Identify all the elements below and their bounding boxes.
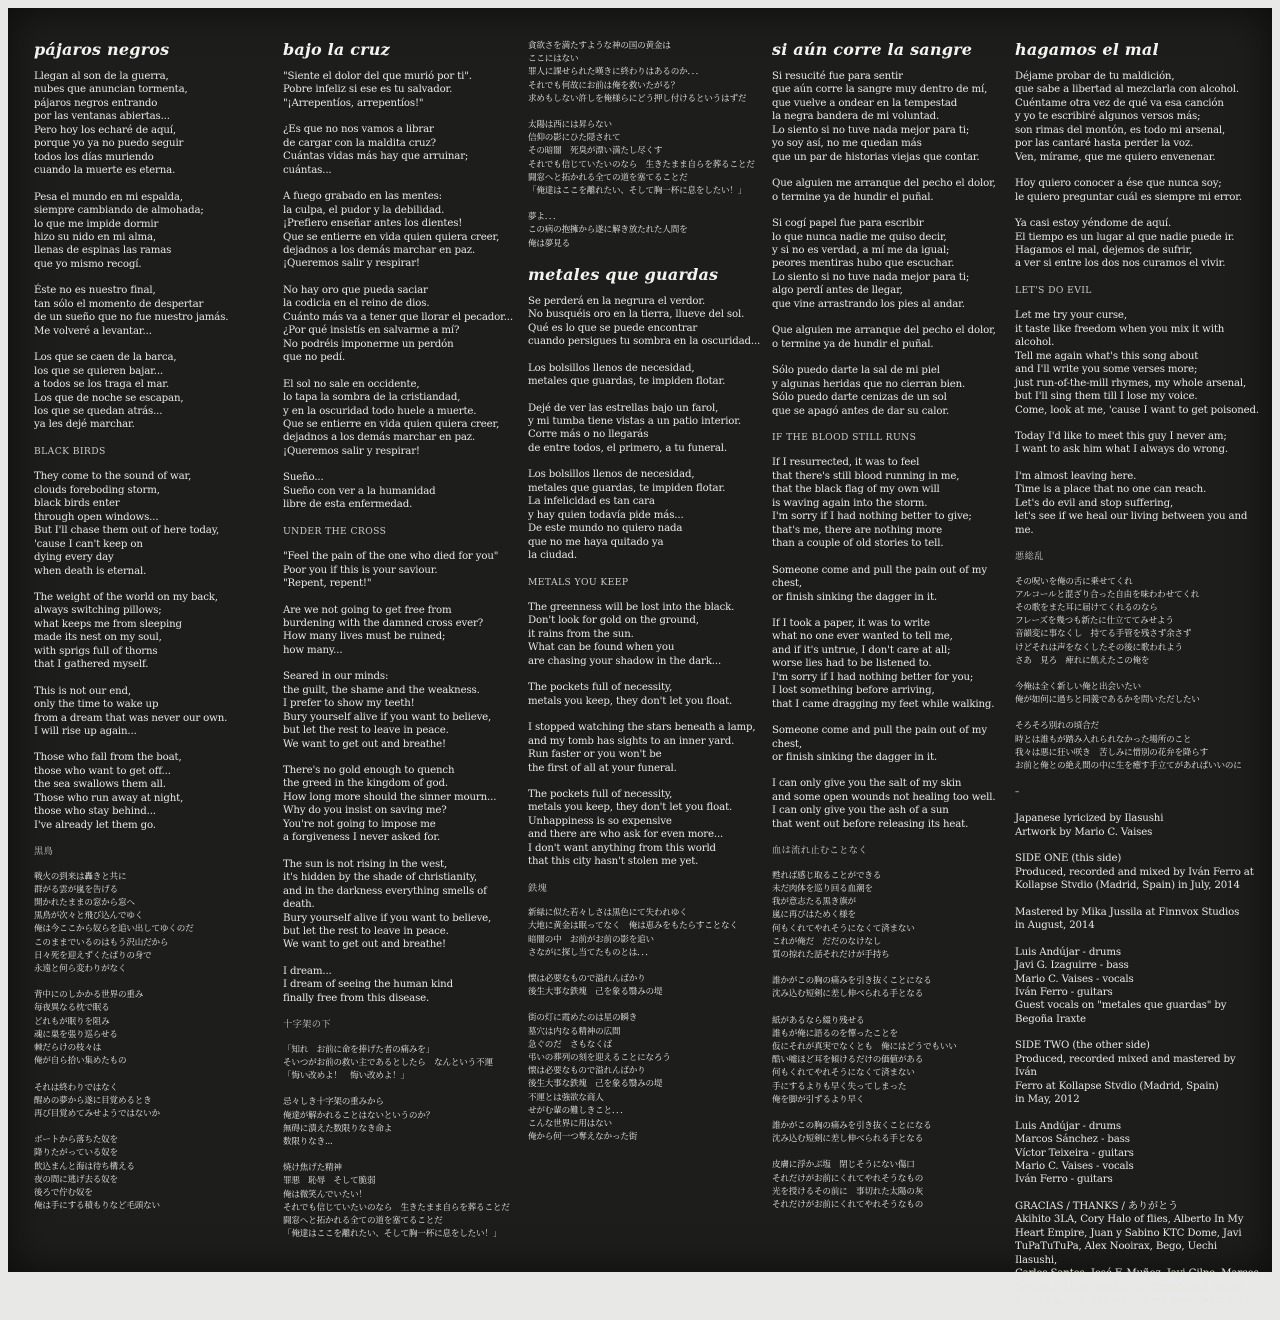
song-title: bajo la cruz — [283, 40, 390, 59]
lyrics-column-3 — [528, 40, 766, 1157]
credits-block: Mastered by Mika Jussila at Finnvox Studios in August, 2014 — [1015, 906, 1240, 932]
japanese-stanza: 忌々しき十字架の重みから 俺達が解かれることはないというのか？ 無碍に潰えた数限りなき命よ 数限りなき... — [283, 1097, 435, 1147]
japanese-stanza: 新緑に似た若々しさは黒色にて失われゆく 大地に黄金は眠ってなく 俺は恵みをもたらすことなく 暗闇の中 お前がお前の影を追い さながに探し当てたものとは．．． — [528, 908, 738, 958]
lyric-stanza: Hoy quiero conocer a ése que nunca soy; le quiero preguntar cuál es siempre mi error. — [1015, 178, 1242, 203]
japanese-stanza: それは終わりではなく 醒めの夢から遂に目覚めるとき 再び目覚めてみせようではないか — [34, 1082, 160, 1119]
lyrics-column-1 — [34, 40, 272, 1226]
lyric-stanza: Llegan al son de la guerra, nubes que anuncian tormenta, pájaros negros entrando por las ventanas abiertas... Pero hoy los echaré de aquí, porque yo ya no puedo seguir todos los días muriendo cuando la muerte es eterna. — [34, 71, 188, 177]
song-title: metales que guardas — [528, 264, 719, 284]
lyric-stanza: Dejé de ver las estrellas bajo un farol, y mi tumba tiene vistas a un patio interior. Corre más o no llegarás de entre todos, el primero, a tu funeral. — [528, 402, 741, 454]
lyric-stanza: Pesa el mundo en mi espalda, siempre cambiando de almohada; lo que me impide dormir hizo su nido en mi alma, llenas de espinas las ramas que yo mismo recogí. — [34, 191, 204, 270]
lyrics-column-2 — [283, 40, 521, 1254]
japanese-stanza: 夢よ．．． この病の抱擁から遂に解き放たれた人間を 俺は夢見る — [528, 212, 688, 249]
lyric-stanza: Today I'd like to meet this guy I never am; I want to ask him what I always do wrong. — [1015, 430, 1228, 456]
lyric-stanza: Déjame probar de tu maldición, que sabe a libertad al mezclarla con alcohol. Cuéntame otra vez de qué va esa canción y yo te escribiré algunos versos más; son rimas del montón, es todo mi arsenal, por las cantaré hasta perder la voz. Ven, mírame, que me quiero envenenar. — [1015, 71, 1239, 163]
lyric-stanza: Los bolsillos llenos de necesidad, metales que guardas, te impiden flotar. — [528, 362, 726, 388]
japanese-stanza: – — [1015, 787, 1020, 798]
lyric-stanza: I dream... I dream of seeing the human kind finally free from this disease. — [283, 965, 453, 1004]
lyric-stanza: I'm almost leaving here. Time is a place that no one can reach. Let's do evil and stop suffering, let's see if we heal our living between you and me. — [1015, 470, 1248, 536]
lyric-stanza: If I took a paper, it was to write what no one ever wanted to tell me, and if it's untrue, I don't care at all; worse lies had to be listened to. I'm sorry if I had nothing better for you; I lost something before arriving, that I came dragging my feet while walking. — [772, 617, 995, 710]
lyric-stanza: Ya casi estoy yéndome de aquí. El tiempo es un lugar al que nadie puede ir. Hagamos el mal, dejemos de sufrir, a ver si entre los dos nos curamos el vivir. — [1015, 218, 1235, 270]
lyric-stanza: Seared in our minds: the guilt, the shame and the weakness. I prefer to show my teeth! Bury yourself alive if you want to believe, but let the rest to leave in peace. We want to get out and breathe! — [283, 671, 492, 750]
lyric-stanza: Those who fall from the boat, those who want to get off... the sea swallows them all. Those who run away at night, those who stay behind... I've already let them go. — [34, 752, 184, 831]
song-title: hagamos el mal — [1015, 40, 1159, 59]
credits-block: Luis Andújar - drums Marcos Sánchez - bass Víctor Teixeira - guitars Mario C. Vaises - vocals Iván Ferro - guitars — [1015, 1120, 1134, 1186]
japanese-stanza: 貪欲さを満たすような神の国の黄金は ここにはない 罪人に課せられた嘆きに終わりはあるのか．．． それでも何故にお前は俺を救いたがる？ 求めもしない許しを俺様らにどう押し付けるというはずだ — [528, 41, 747, 104]
translation-heading: 十字架の下 — [283, 1019, 331, 1031]
translation-heading: UNDER THE CROSS — [283, 525, 387, 537]
japanese-stanza: 甦れば感じ取ることができる 未だ肉体を巡り回る血潮を 我が意志たる黒き旗が 嵐に再びはためく様を 何もくれてやれそうになくて済まない これが俺だ だだのなけなし 質の掠れた話それだけが手持ち — [772, 870, 915, 960]
song-title: pájaros negros — [34, 40, 170, 59]
lyric-stanza: The pockets full of necessity, metals you keep, they don't let you float. Unhappiness is so expensive and there are who ask for even more... I don't want anything from this world that this city hasn't stolen me yet. — [528, 788, 733, 868]
lyric-stanza: The sun is not rising in the west, it's hidden by the shade of christianity, and in the darkness everything smells of death. Bury yourself alive if you want to believe, but let the rest to leave in peace. We want to get out and breathe! — [283, 858, 492, 951]
record-insert-sheet — [8, 8, 1272, 1307]
japanese-stanza: 皮膚に浮かぶ塩 閉じそうにない傷口 それだけがお前にくれてやれそうなもの 光を授けるその前に 事切れた太陽の灰 それだけがお前にくれてやれそうなもの — [772, 1160, 924, 1211]
japanese-stanza: 懐は必要なもので溢れんばかり 後生大事な鉄塊 己を象る翳みの堤 — [528, 973, 663, 998]
japanese-stanza: 戦火の到来は轟きと共に 群がる雲が嵐を告げる 開かれたままの窓から窓へ 黒鳥が次々と飛び込んでゆく 俺は今ここから奴らを追い出してゆくのだ このままでいるのはもう沢山だから 日々死を迎えずくたばりの身で 永遠と何ら変わりがなく — [34, 871, 194, 975]
lyric-stanza: I stopped watching the stars beneath a lamp, and my tomb has sights to an inner yard. Run faster or you won't be the first of all at your funeral. — [528, 722, 756, 774]
translation-heading: BLACK BIRDS — [34, 445, 106, 457]
japanese-stanza: ボートから落ちた奴を 降りたがっている奴を 飲込まんと海は待ち構える 夜の間に逃げ去る奴を 後ろで佇む奴を 俺は手にする積もりなど毛頭ない — [34, 1135, 160, 1212]
lyric-stanza: Éste no es nuestro final, tan sólo el momento de despertar de un sueño que no fue nuestro jamás. Me volveré a levantar... — [34, 285, 229, 337]
japanese-stanza: 誰かがこの胸の痛みを引き抜くことになる 沈み込む短剣に差し伸べられる手となる — [772, 976, 932, 1000]
lyric-stanza: ¿Es que no nos vamos a librar de cargar con la maldita cruz? Cuántas vidas más hay que arruinar; cuántas... — [283, 124, 469, 176]
credits-block: SIDE TWO (the other side) Produced, recorded mixed and mastered by Iván Ferro at Kollapse Stvdio (Madrid, Spain) in May, 2012 — [1015, 1040, 1236, 1106]
lyric-stanza: I can only give you the salt of my skin and some open wounds not healing too well. I can only give you the ash of a sun that went out before releasing its heat. — [772, 778, 996, 830]
japanese-stanza: 焼け焦げた精神 罪悪 恥辱 そして脆弱 俺は微笑んでいたい！ それでも信じていたいのなら 生きたまま自らを葬ることだ 闘窓へと拓かれる全ての道を塞てることだ 「俺達はここを離れたい、そして胸一杯に息をしたい！」 — [283, 1163, 510, 1240]
translation-heading: IF THE BLOOD STILL RUNS — [772, 431, 917, 443]
credits-block: Luis Andújar - drums Javi G. Izaguirre - bass Mario C. Vaises - vocals Iván Ferro - guitars Guest vocals on "metales que guardas" by Begoña Iraxte — [1015, 946, 1227, 1025]
lyric-stanza: The pockets full of necessity, metals you keep, they don't let you float. — [528, 682, 733, 707]
japanese-stanza: 太陽は西には昇らない 信仰の影にひた隠されて その暗闇 死臭が漂い満たし尽くす それでも信じていたいのなら 生きたまま自らを葬ることだ 闘窓へと拓かれる全ての道を塞てることだ 「俺達はここを離れたい、そして胸一杯に息をしたい！」 — [528, 120, 755, 197]
lyric-stanza: "Siente el dolor del que murió por ti". Pobre infeliz si ese es tu salvador. "¡Arrepentíos, arrepentíos!" — [283, 71, 472, 109]
japanese-stanza: 「知れ お前に命を捧げた者の痛みを」 そいつがお前の救い主であるとしたら なんという不運 「悔い改めよ！ 悔い改めよ！」 — [283, 1044, 493, 1082]
lyric-stanza: There's no gold enough to quench the greed in the kingdom of god. How long more should the sinner mourn... Why do you insist on saving me? You're not going to impose me a forgiveness I never asked for. — [283, 765, 497, 844]
lyric-stanza: Se perderá en la negrura el verdor. No busquéis oro en la tierra, llueve del sol. Qué es lo que se puede encontrar cuando persigues tu sombra en la oscuridad... — [528, 295, 761, 348]
lyrics-column-5 — [1015, 40, 1260, 1320]
translation-heading: LET'S DO EVIL — [1015, 284, 1092, 296]
lyric-stanza: If I resurrected, it was to feel that there's still blood running in me, that the black flag of my own will is waving again into the storm. I'm sorry if I had nothing better to give; that's me, there are nothing more than a couple of old stories to tell. — [772, 457, 972, 550]
song-title: si aún corre la sangre — [772, 40, 973, 59]
translation-heading: 血は流れ止むことなく — [772, 845, 868, 857]
japanese-stanza: 今俺は全く新しい俺と出会いたい 俺が如何に過ちと同義であるかを問いただしたい — [1015, 682, 1200, 706]
japanese-stanza: 街の灯に霞めたのは星の瞬き 墓穴は内なる精神の広間 急ぐのだ さもなくば 弔いの葬列の刻を迎えることになろう 懐は必要なもので溢れんばかり 後生大事な鉄塊 己を象る翳みの堤 不運とは強欲な商人 せがむ輩の難しきこと．．． こんな世界に用はない 俺から何一つ奪えなかった街 — [528, 1013, 671, 1143]
lyric-stanza: "Feel the pain of the one who died for you" Poor you if this is your saviour. "Repent, repent!" — [283, 551, 499, 590]
lyric-stanza: Let me try your curse, it taste like freedom when you mix it with alcohol. Tell me again what's this song about and I'll write you some verses more; just run-of-the-mill rhymes, my whole arsenal, but I'll sing them till I lose my voice. Come, look at me, 'cause I want to get poisoned. — [1015, 310, 1259, 416]
lyric-stanza: Si resucité fue para sentir que aún corre la sangre muy dentro de mí, que vuelve a ondear en la tempestad la negra bandera de mi voluntad. Lo siento si no tuve nada mejor para ti; yo soy así, no me quedan más que un par de historias viejas que contar. — [772, 71, 988, 163]
lyric-stanza: Sólo puedo darte la sal de mi piel y algunas heridas que no cierran bien. Sólo puedo darte cenizas de un sol que se apagó antes de dar su calor. — [772, 365, 966, 417]
japanese-stanza: 誰かがこの胸の痛みを引き抜くことになる 沈み込む短剣に差し伸べられる手となる — [772, 1121, 932, 1145]
lyric-stanza: Los que se caen de la barca, los que se quieren bajar... a todos se los traga el mar. Los que de noche se escapan, los que se quedan atrás... ya les dejé marchar. — [34, 352, 184, 431]
lyric-stanza: Someone come and pull the pain out of my chest, or finish sinking the dagger in it. — [772, 725, 987, 764]
credits-block: Japanese lyricized by Ilasushi Artwork by Mario C. Vaises — [1015, 813, 1164, 838]
translation-heading: 黒鳥 — [34, 846, 54, 858]
credits-block: SIDE ONE (this side) Produced, recorded and mixed by Iván Ferro at Kollapse Stvdio (Madrid, Spain) in July, 2014 — [1015, 853, 1254, 892]
japanese-stanza: そろそろ別れの頃合だ 時とは誰もが踏み入れられなかった場所のこと 我々は悪に狂い咲き 苦しみに惜別の花弁を降らす お前と俺との絶え間の中に生を癒す手立てがあれぱいいのに — [1015, 721, 1242, 772]
lyric-stanza: They come to the sound of war, clouds foreboding storm, black birds enter through open windows... But I'll chase them out of here today, 'cause I can't keep on dying every day when death is eternal. — [34, 471, 220, 577]
lyric-stanza: Los bolsillos llenos de necesidad, metales que guardas, te impiden flotar. La infelicidad es tan cara y hay quien todavía pide más... De este mundo no quiero nada que no me haya quitado ya la ciudad. — [528, 469, 726, 562]
lyric-stanza: The weight of the world on my back, always switching pillows; what keeps me from sleeping made its nest on my soul, with sprigs full of thorns that I gathered myself. — [34, 591, 218, 671]
japanese-stanza: 紙があるなら綴り残せる 誰もが俺に語るのを憚ったことを 仮にそれが真実でなくとも 俺にはどうでもいい 酷い嘘ほど耳を傾けるだけの価値がある 何もくれてやれそうになくて済まない 手にするよりも早く失ってしまった 俺を脚が引ずるより早く — [772, 1015, 957, 1105]
translation-heading: 悪総乱 — [1015, 551, 1044, 563]
lyric-stanza: The greenness will be lost into the black. Don't look for gold on the ground, it rains from the sun. What can be found when you are chasing your shadow in the dark... — [528, 602, 735, 667]
lyrics-column-4 — [772, 40, 1010, 1225]
lyric-stanza: Que alguien me arranque del pecho el dolor, o termine ya de hundir el puñal. — [772, 178, 996, 203]
translation-heading: 鉄塊 — [528, 882, 548, 894]
lyric-stanza: No hay oro que pueda saciar la codicia en el reino de dios. Cuánto más va a tener que llorar el pecador... ¿Por qué insistís en salvarme a mí? No podréis imponerme un perdón que no pedí. — [283, 284, 513, 364]
credits-block: GRACIAS / THANKS / ありがとう Akihito 3LA, Cory Halo of flies, Alberto In My Heart Empire, Juan y Sabino KTC Dome, Javi TuPaTuTuPa, Alex Nooirax, Bego, Uechi Ilasushi, Carlos Santos, José F. Muñoz, Javi Gilpe, Marcos Sánchez, Mika Jussila... all friends and bands who help us in any way... keep your flame alive! — [1015, 1200, 1259, 1307]
lyric-stanza: Que alguien me arranque del pecho el dolor, o termine ya de hundir el puñal. — [772, 325, 996, 350]
lyric-stanza: Are we not going to get free from burdening with the damned cross ever? How many lives must be ruined; how many... — [283, 604, 484, 656]
japanese-stanza: その呪いを俺の舌に乗せてくれ アルコールと混ざり合った自由を味わわせてくれ その歌をまた耳に届けてくれるのなら フレーズを幾つも新たに仕立ててみせよう 音韻変に事なくし 持てる手管を残さず余さず けどそれは声をなくしたその後に歌われよう さあ 見ろ 痺れに飢えたこの俺を — [1015, 576, 1200, 666]
lyric-stanza: Someone come and pull the pain out of my chest, or finish sinking the dagger in it. — [772, 564, 987, 603]
lyric-stanza: Sueño... Sueño con ver a la humanidad libre de esta enfermedad. — [283, 472, 436, 511]
lyric-stanza: El sol no sale en occidente, lo tapa la sombra de la cristiandad, y en la oscuridad todo huele a muerte. Que se entierre en vida quien quiera creer, dejadnos a los demás marchar en paz. ¡Queremos salir y respirar! — [283, 378, 500, 457]
japanese-stanza: 背中にのしかかる世界の重み 毎夜異なる枕で眠る どれもが眠りを阻み 魂に巣を張り巡らせる 棘だらけの枝々は 俺が自ら拾い集めたもの — [34, 990, 144, 1067]
translation-heading: METALS YOU KEEP — [528, 576, 629, 588]
lyric-stanza: Si cogí papel fue para escribir lo que nunca nadie me quiso decir, y si no es verdad, a mí me da igual; peores mentiras hubo que escuchar. Lo siento si no tuve nada mejor para ti; algo perdí antes de llegar, que vine arrastrando los pies al andar. — [772, 218, 970, 310]
lyric-stanza: This is not our end, only the time to wake up from a dream that was never our own. I will rise up again... — [34, 685, 228, 738]
lyric-stanza: A fuego grabado en las mentes: la culpa, el pudor y la debilidad. ¡Prefiero enseñar antes los dientes! Que se entierre en vida quien quiera creer, dejadnos a los demás marchar en paz. ¡Queremos salir y respirar! — [283, 191, 500, 270]
